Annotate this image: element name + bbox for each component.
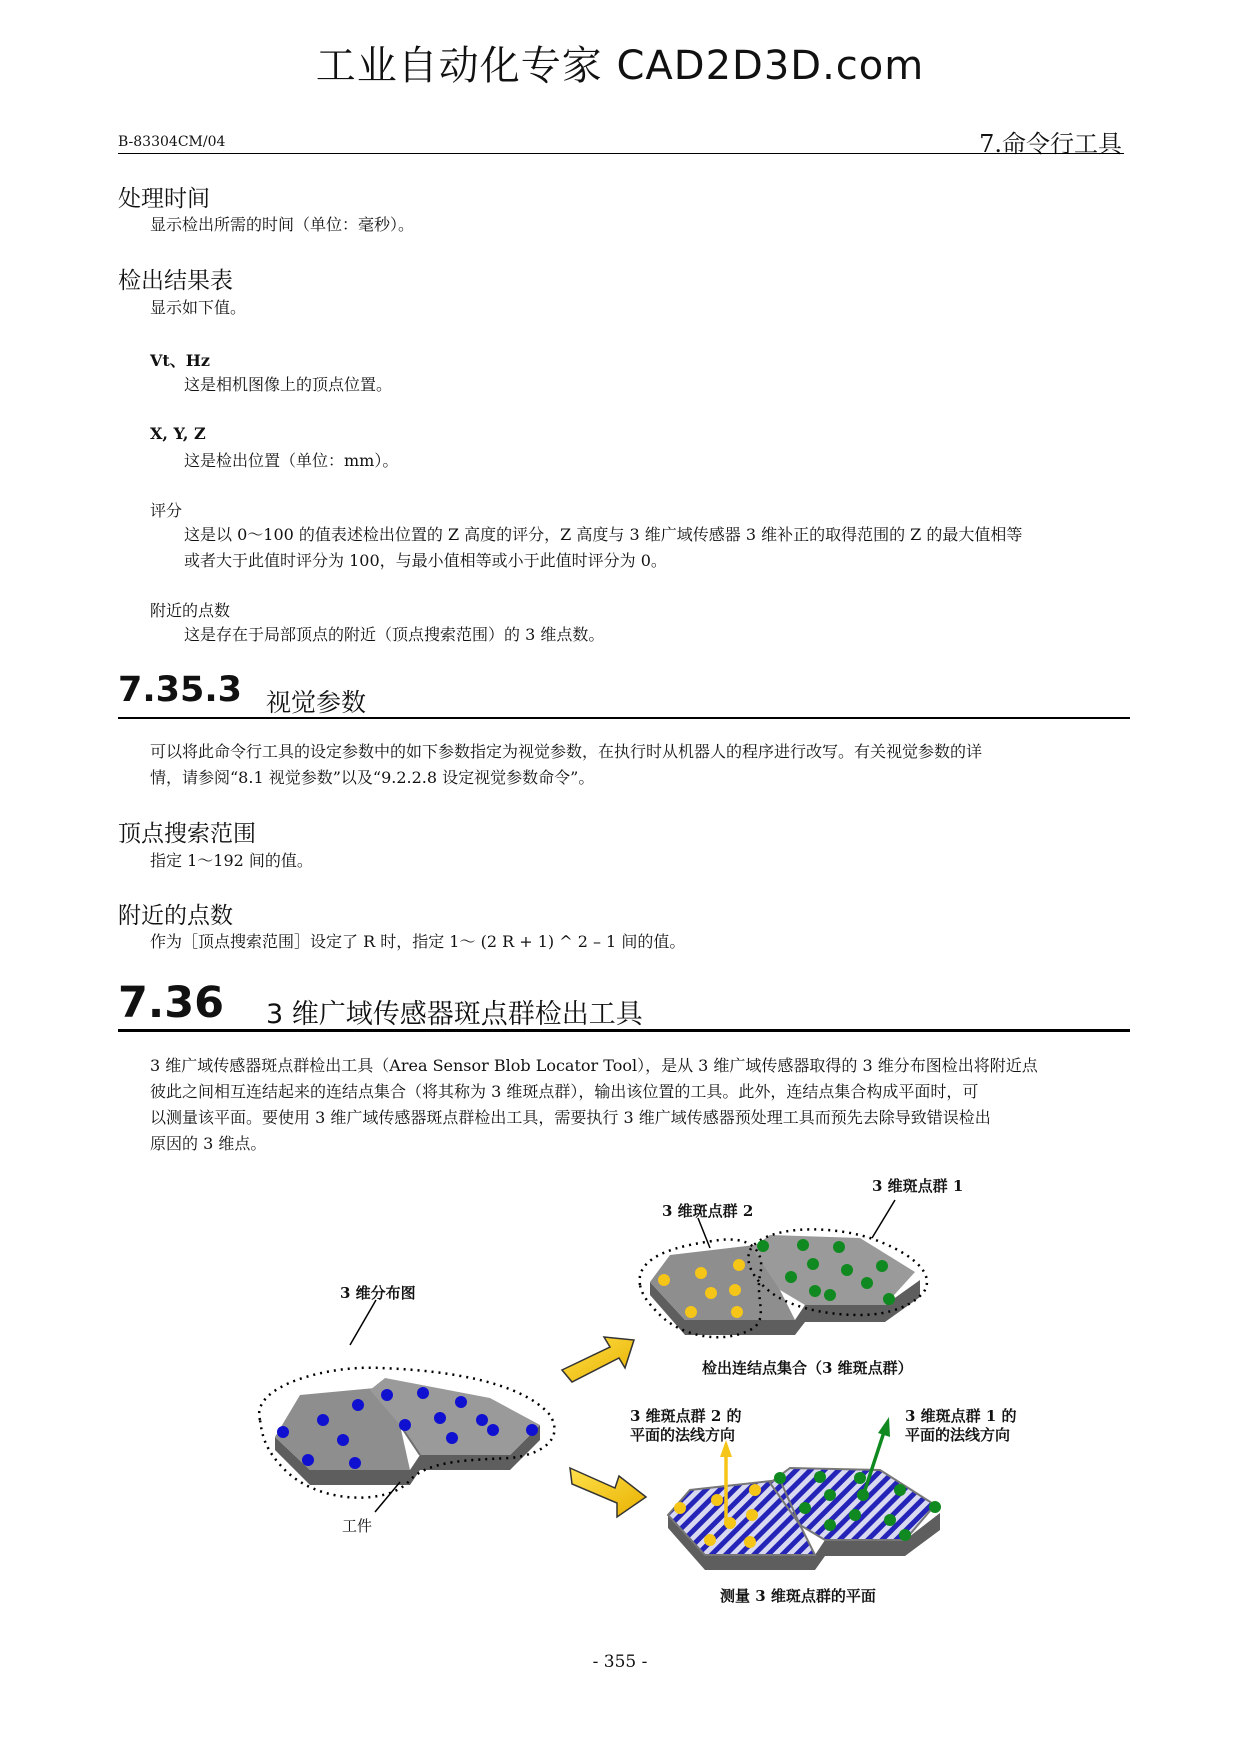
label-3d-distribution: 3 维分布图	[340, 1284, 416, 1302]
heading-nearby-points: 附近的点数	[118, 903, 233, 929]
result-table-text: 显示如下值。	[150, 298, 247, 317]
leader-workpiece	[375, 1482, 400, 1512]
heading-result-table: 检出结果表	[118, 268, 233, 294]
item-text-xyz: 这是检出位置（单位：mm）。	[184, 451, 399, 470]
item-text-vt-hz: 这是相机图像上的顶点位置。	[184, 375, 393, 394]
label-workpiece: 工件	[342, 1517, 373, 1535]
item-text-nearby: 这是存在于局部顶点的附近（顶点搜索范围）的 3 维点数。	[184, 625, 605, 644]
blob-block-top	[650, 1235, 920, 1335]
arrow-to-plane	[570, 1468, 646, 1517]
section-number-7-36: 7.36	[118, 978, 225, 1028]
header-doc-id: B-83304CM/04	[118, 134, 226, 150]
label-normal1-line2: 平面的法线方向	[905, 1426, 1011, 1444]
section-number-7-35-3: 7.35.3	[118, 670, 243, 710]
label-normal2-line1: 3 维斑点群 2 的	[630, 1407, 742, 1425]
heading-vertex-range: 顶点搜索范围	[118, 821, 256, 847]
leader-distribution	[350, 1300, 376, 1345]
section-title-blob-locator: 3 维广域传感器斑点群检出工具	[266, 999, 643, 1030]
workpiece-block-left	[275, 1378, 540, 1485]
label-blob2: 3 维斑点群 2	[662, 1202, 754, 1220]
item-label-vt-hz: Vt、Hz	[150, 351, 211, 370]
label-normal1-line1: 3 维斑点群 1 的	[905, 1407, 1017, 1425]
watermark-title: 工业自动化专家 CAD2D3D.com	[315, 43, 925, 89]
caption-detect-blobs: 检出连结点集合（3 维斑点群）	[702, 1359, 913, 1377]
heading-processing-time: 处理时间	[118, 186, 210, 212]
item-label-nearby: 附近的点数	[150, 601, 231, 620]
vertex-range-text: 指定 1～192 间的值。	[150, 851, 313, 870]
page-number: - 355 -	[592, 1652, 648, 1672]
item-text-score-line2: 或者大于此值时评分为 100，与最小值相等或小于此值时评分为 0。	[184, 551, 667, 570]
normal-arrowhead-blob1	[878, 1417, 890, 1437]
item-label-xyz: X, Y, Z	[150, 424, 206, 443]
plane-block-bottom	[668, 1468, 940, 1570]
item-label-score: 评分	[150, 501, 183, 520]
blob-intro-line2: 彼此之间相互连结起来的连结点集合（将其称为 3 维斑点群），输出该位置的工具。此外，连结点集合构成平面时，可	[150, 1082, 979, 1101]
visual-params-line1: 可以将此命令行工具的设定参数中的如下参数指定为视觉参数，在执行时从机器人的程序进行改写。有关视觉参数的详	[150, 742, 983, 761]
leader-blob1	[872, 1200, 895, 1238]
blob-intro-line4: 原因的 3 维点。	[150, 1134, 267, 1153]
label-blob1: 3 维斑点群 1	[872, 1177, 964, 1195]
label-normal2-line2: 平面的法线方向	[630, 1426, 736, 1444]
arrow-to-detect	[562, 1337, 634, 1382]
header-chapter: 7.命令行工具	[979, 130, 1122, 158]
nearby-points-text: 作为［顶点搜索范围］设定了 R 时，指定 1～ (2 R + 1) ^ 2 – 1 间的值。	[150, 932, 686, 951]
item-text-score-line1: 这是以 0～100 的值表述检出位置的 Z 高度的评分，Z 高度与 3 维广域传感器 3 维补正的取得范围的 Z 的最大值相等	[184, 525, 1023, 544]
processing-time-text: 显示检出所需的时间（单位：毫秒）。	[150, 215, 415, 234]
blob-intro-line1: 3 维广域传感器斑点群检出工具（Area Sensor Blob Locator Tool），是从 3 维广域传感器取得的 3 维分布图检出将附近点	[150, 1056, 1038, 1075]
caption-measure-plane: 测量 3 维斑点群的平面	[720, 1587, 876, 1605]
section-title-visual-params: 视觉参数	[266, 688, 367, 717]
blob-intro-line3: 以测量该平面。要使用 3 维广域传感器斑点群检出工具，需要执行 3 维广域传感器预处理工具而预先去除导致错误检出	[150, 1108, 991, 1127]
visual-params-line2: 情，请参阅“8.1 视觉参数”以及“9.2.2.8 设定视觉参数命令”。	[150, 768, 595, 787]
